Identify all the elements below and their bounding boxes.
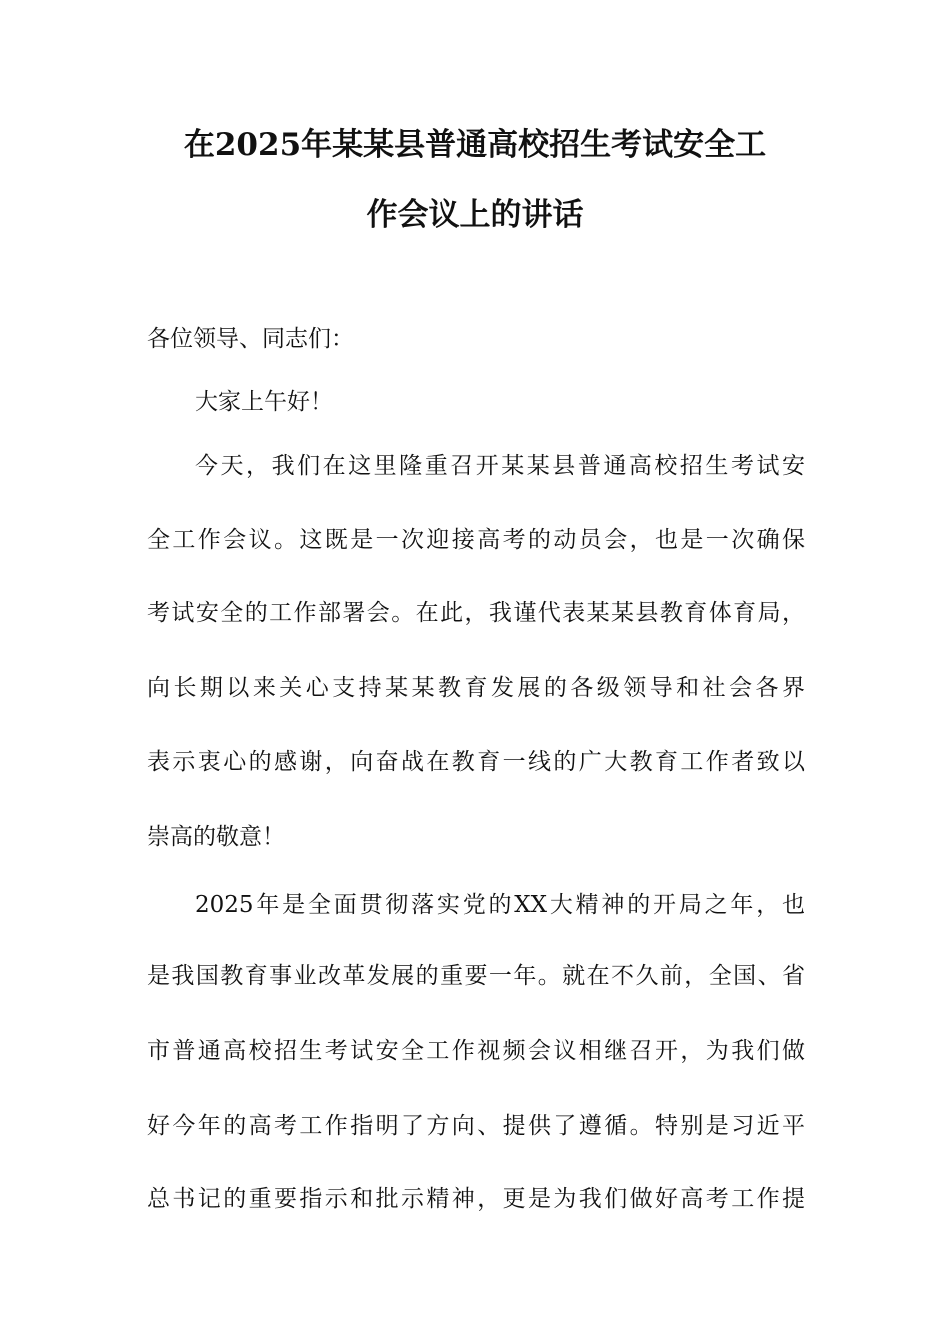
- paragraph-1-line: 考试安全的工作部署会。在此，我谨代表某某县教育体育局，: [147, 600, 805, 626]
- paragraph-2-line: 2025年是全面贯彻落实党的XX大精神的开局之年，也: [195, 892, 805, 918]
- salutation: 各位领导、同志们：: [147, 326, 354, 352]
- paragraph-2-line: 总书记的重要指示和批示精神，更是为我们做好高考工作提: [147, 1186, 805, 1212]
- paragraph-2-line: 好今年的高考工作指明了方向、提供了遵循。特别是习近平: [147, 1113, 805, 1139]
- document-title-line-1: 在2025年某某县普通高校招生考试安全工: [183, 127, 767, 163]
- paragraph-1-line: 向长期以来关心支持某某教育发展的各级领导和社会各界: [147, 675, 805, 701]
- paragraph-2-line: 市普通高校招生考试安全工作视频会议相继召开，为我们做: [147, 1038, 805, 1064]
- greeting: 大家上午好！: [195, 389, 333, 415]
- paragraph-1-line: 表示衷心的感谢，向奋战在教育一线的广大教育工作者致以: [147, 749, 805, 775]
- paragraph-1-line: 全工作会议。这既是一次迎接高考的动员会，也是一次确保: [147, 527, 805, 553]
- paragraph-1-line: 今天，我们在这里隆重召开某某县普通高校招生考试安: [195, 453, 805, 479]
- paragraph-1-line: 崇高的敬意！: [147, 824, 285, 850]
- document-title-line-2: 作会议上的讲话: [366, 197, 584, 233]
- paragraph-2-line: 是我国教育事业改革发展的重要一年。就在不久前，全国、省: [147, 963, 805, 989]
